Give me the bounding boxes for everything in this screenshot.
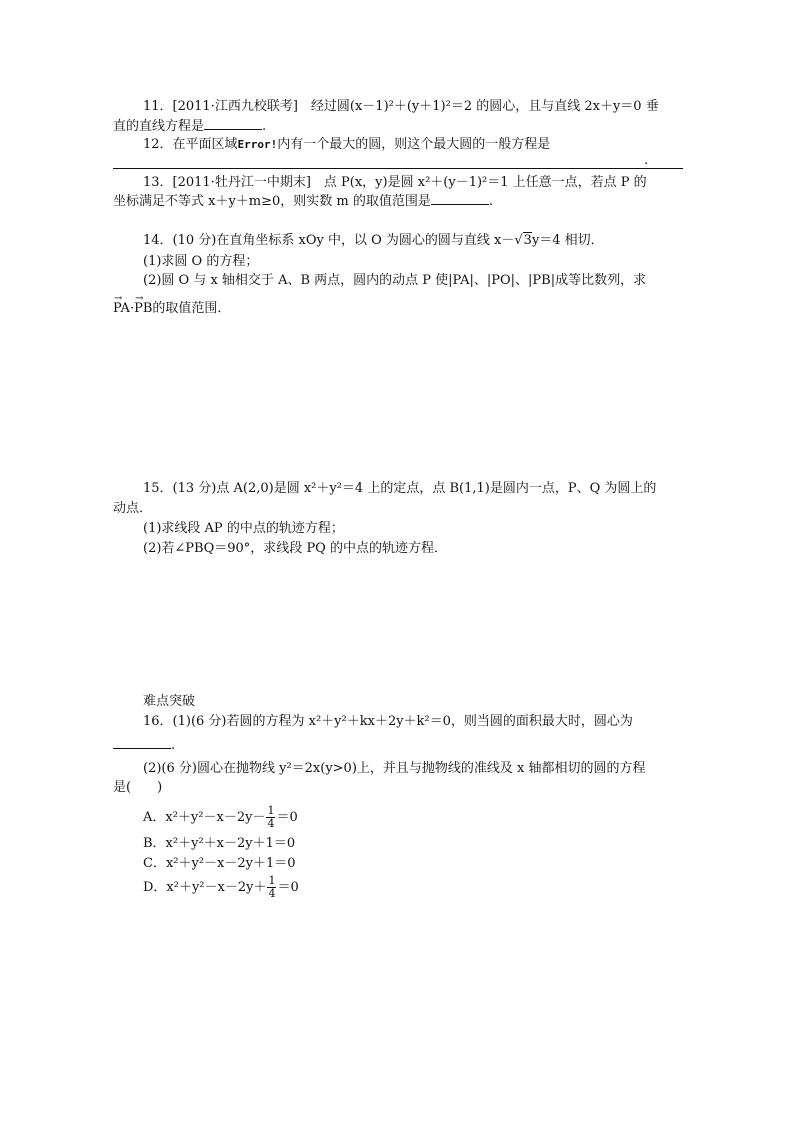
option-c-text: C．x²＋y²－x－2y＋1＝0 (143, 856, 296, 871)
q14-sub2-text: (2)圆 O 与 x 轴相交于 A、B 两点，圆内的动点 P 使|PA|、|PO|、|PB|成等比数列，求 (143, 273, 647, 288)
option-a-end: ＝0 (276, 810, 298, 825)
dot-operator: · (129, 301, 135, 316)
option-a (143, 805, 298, 831)
q13-text: 13．[2011·牡丹江一中期末] 点 P(x，y)是圆 x²＋(y－1)²＝1 上任意一点，若点 P 的 (143, 175, 647, 190)
option-d (143, 875, 299, 901)
sqrt-symbol: √ (514, 233, 523, 248)
fraction-denominator: 4 (268, 887, 276, 900)
q16-part1-blank-line (113, 736, 175, 755)
q13-line1 (143, 174, 647, 192)
q11-line2 (113, 117, 266, 136)
q12-line1 (143, 136, 550, 154)
q14-sub2-end: 的取值范围． (152, 301, 231, 316)
fraction-denominator: 4 (267, 817, 275, 830)
q14-line1 (143, 232, 604, 250)
q14-sub2 (143, 272, 646, 290)
q15-line2 (113, 500, 152, 518)
option-b (143, 835, 295, 853)
q12-text: 12．在平面区域 (143, 137, 238, 152)
q12-text-cont: 内有一个最大的圆，则这个最大圆的一般方程是 (277, 137, 551, 152)
q14-sub1 (143, 253, 258, 271)
q14-text: 14．(10 分)在直角坐标系 xOy 中，以 O 为圆心的圆与直线 x－ (143, 233, 515, 248)
q16-part2-text-cont: 是( ) (113, 780, 163, 795)
q12-error-text: Error! (237, 138, 278, 151)
q12-answer-line (113, 168, 683, 169)
q13-answer-blank (431, 192, 489, 205)
q12-period: . (644, 153, 649, 168)
q15-sub2 (143, 540, 447, 558)
vector-pa: → PA (113, 300, 130, 318)
fraction-numerator: 1 (267, 804, 275, 817)
q15-sub1-text: (1)求线段 AP 的中点的轨迹方程； (143, 521, 344, 536)
q15-text-cont: 动点． (113, 501, 153, 516)
q14-text-cont: y＝4 相切． (531, 233, 604, 248)
option-d-text: D．x²＋y²－x－2y＋ (143, 880, 267, 895)
section-title: 难点突破 (143, 694, 196, 709)
q16-part2-text: (2)(6 分)圆心在抛物线 y²＝2x(y>0)上，并且与抛物线的准线及 x 轴都相切的圆的方程 (143, 761, 646, 776)
option-a-text: A．x²＋y²－x－2y－ (143, 810, 266, 825)
q13-text-cont: 坐标满足不等式 x＋y＋m≥0，则实数 m 的取值范围是 (113, 194, 431, 209)
option-d-fraction (267, 875, 276, 900)
q14-sub1-text: (1)求圆 O 的方程； (143, 254, 259, 269)
q16-part1 (143, 713, 633, 731)
q16-part2-line1 (143, 760, 646, 778)
sqrt-argument: 3 (523, 233, 532, 248)
option-d-end: ＝0 (277, 880, 299, 895)
q15-sub1 (143, 520, 344, 538)
option-b-text: B．x²＋y²＋x－2y＋1＝0 (143, 836, 296, 851)
q15-text: 15．(13 分)点 A(2,0)是圆 x²＋y²＝4 上的定点，点 B(1,1)是圆内一点，P、Q 为圆上的 (143, 481, 657, 496)
q16-part1-text: 16．(1)(6 分)若圆的方程为 x²＋y²＋kx＋2y＋k²＝0，则当圆的面积最大时，圆心为 (143, 714, 633, 729)
q11-answer-blank (204, 117, 262, 130)
q11-text-cont: 直的直线方程是 (113, 119, 205, 134)
q11-text: 11．[2011·江西九校联考] 经过圆(x－1)²＋(y＋1)²＝2 的圆心，且与直线 2x＋y＝0 垂 (143, 99, 659, 114)
q11-period: . (262, 119, 267, 134)
q15-sub2-text: (2)若∠PBQ＝90°，求线段 PQ 的中点的轨迹方程． (143, 541, 447, 556)
q16-part2-line2 (113, 779, 162, 797)
fraction-numerator: 1 (268, 874, 276, 887)
q16-answer-blank (113, 736, 171, 749)
q13-line2 (113, 192, 493, 211)
option-c (143, 855, 296, 873)
q14-vector-line (113, 300, 230, 318)
q13-period: . (488, 194, 494, 209)
option-a-fraction (266, 805, 275, 830)
vector-pb: → PB (134, 300, 152, 318)
q16-part1-period: . (171, 738, 176, 753)
q11-line1 (143, 98, 659, 116)
q15-line1 (143, 480, 656, 498)
